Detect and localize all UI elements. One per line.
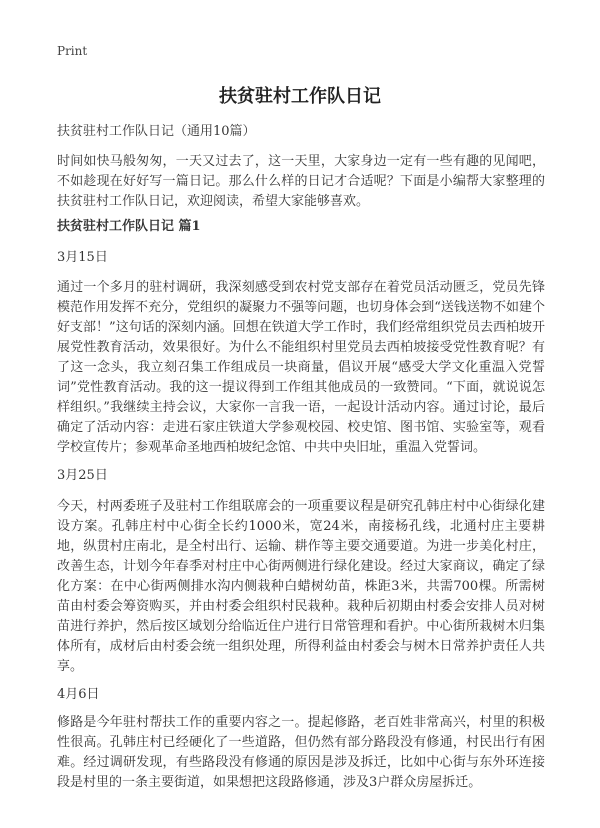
entry-date: 3月15日: [57, 250, 108, 265]
entry-paragraph: 今天，村两委班子及驻村工作组联席会的一项重要议程是研究孔韩庄村中心街绿化建设方案。孔韩庄村中心街全长约1000米，宽24米，南接杨孔线，北通村庄主要耕地，纵贯村庄南北，是全村出行、运输、耕作等主要交通要道。为进一步美化村庄，改善生态，计划今年春季对村庄中心街两侧进行绿化建设。经过大家商议，确定了绿化方案：在中心街两侧排水沟内侧栽种白蜡树幼苗，株距3米，共需700棵。所需树苗由村委会筹资购买，并由村委会组织村民栽种。栽种后初期由村委会安排人员对树苗进行养护，然后按区域划分给临近住户进行日常管理和看护。中心街所栽树木归集体所有，成材后由村委会统一组织处理，所得利益由村委会与树木日常养护责任人共享。: [57, 499, 545, 674]
entry-date: 3月25日: [57, 468, 108, 483]
entry-date: 4月6日: [57, 687, 100, 702]
intro-paragraph: 时间如快马般匆匆，一天又过去了，这一天里，大家身边一定有一些有趣的见闻吧，不如趁现在好好写一篇日记。那么什么样的日记才合适呢？下面是小编帮大家整理的扶贫驻村工作队日记，欢迎阅读，希望大家能够喜欢。: [57, 154, 545, 209]
entry-paragraph: 修路是今年驻村帮扶工作的重要内容之一。提起修路，老百姓非常高兴，村里的积极性很高。孔韩庄村已经硬化了一些道路，但仍然有部分路段没有修通，村民出行有困难。经过调研发现，有些路段没有修通的原因是涉及拆迁，比如中心街与东外环连接段是村里的一条主要街道，如果想把这段路修通，涉及3户群众房屋拆迁。: [57, 715, 545, 790]
print-link[interactable]: Print: [57, 44, 88, 58]
document-subtitle: 扶贫驻村工作队日记（通用10篇）: [57, 124, 256, 139]
section-heading: 扶贫驻村工作队日记 篇1: [57, 219, 201, 234]
entry-paragraph: 通过一个多月的驻村调研，我深刻感受到农村党支部存在着党员活动匮乏，党员先锋模范作用发挥不充分，党组织的凝聚力不强等问题，也切身体会到“送钱送物不如建个好支部！”这句话的深刻内涵。回想在铁道大学工作时，我们经常组织党员去西柏坡开展党性教育活动，效果很好。为什么不能组织村里党员去西柏坡接受党性教育呢？有了这一念头，我立刻召集工作组成员一块商量，倡议开展“感受大学文化重温入党誓词”党性教育活动。我的这一提议得到工作组其他成员的一致赞同。“下面，就说说怎样组织。”我继续主持会议，大家你一言我一语，一起设计活动内容。通过讨论，最后确定了活动内容：走进石家庄铁道大学参观校园、校史馆、图书馆、实验室等，观看学校宣传片；参观革命圣地西柏坡纪念馆、中共中央旧址，重温入党誓词。: [57, 280, 545, 455]
page-title: 扶贫驻村工作队日记: [219, 86, 381, 107]
